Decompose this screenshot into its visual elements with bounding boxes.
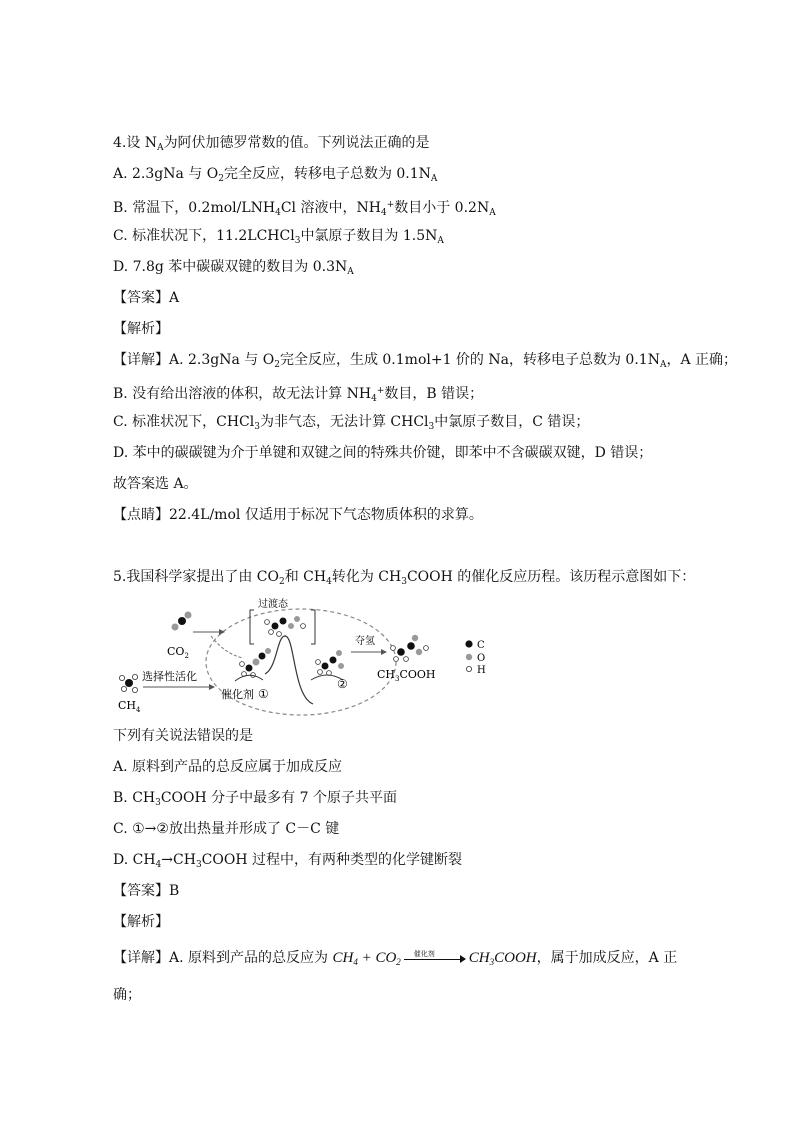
q5-answer: 【答案】B	[113, 883, 180, 899]
q4-option-a: A. 2.3gNa 与 $O_2$完全反应，转移电子总数为 $0.1N_A$	[113, 166, 438, 184]
legend-hydrogen-swatch	[466, 666, 471, 671]
q4-analysis-heading: 【解析】	[113, 321, 169, 337]
atom-legend	[465, 640, 486, 676]
q5-stem: 5.我国科学家提出了由 $CO_2$和 $CH_4$转化为 $CH_3COOH$ 的催化反应历程。该历程示意图如下：	[113, 569, 696, 587]
q4-detail-c: C. 标准状况下，CHCl$_3$为非气态，无法计算 CHCl$_3$中氯原子数目，C 错误；	[113, 414, 590, 432]
legend-hydrogen-label: H	[477, 665, 486, 676]
legend-carbon-label: C	[477, 640, 485, 651]
q5-option-d: D. $CH_4\to CH_3COOH$ 过程中，有两种类型的化学键断裂	[113, 852, 462, 870]
dehydrogenation-arrowhead	[381, 649, 387, 655]
legend-carbon-swatch	[465, 640, 472, 647]
product-label: $CH_3COOH$	[377, 668, 436, 683]
transition-state-molecule	[265, 616, 306, 636]
activation-arrowhead	[209, 684, 215, 690]
q4-detail-a: 【详解】A. 2.3gNa 与 $O_2$完全反应，生成 0.1mol+1 价的 Na，转移电子总数为 $0.1N_A$，A 正确；	[113, 352, 738, 370]
q4-option-d: D. 7.8g 苯中碳碳双键的数目为 $0.3N_A$	[113, 259, 354, 277]
q4-conclusion: 故答案选 A。	[113, 476, 198, 492]
step-1-label: ①	[258, 687, 269, 701]
q4-tip: 【点睛】22.4L/mol 仅适用于标况下气态物质体积的求算。	[113, 507, 483, 523]
q4-stem: 4.设 $N_A$为阿伏加德罗常数的值。下列说法正确的是	[113, 135, 430, 153]
ts-bracket-right	[311, 610, 315, 644]
legend-oxygen-swatch	[466, 654, 472, 660]
legend-oxygen-label: O	[477, 653, 486, 664]
intermediate-2	[316, 650, 344, 675]
q4-detail-d: D. 苯中的碳碳键为介于单键和双键之间的特殊共价键，即苯中不含碳碳双键，D 错误；	[113, 445, 653, 461]
q5-analysis-heading: 【解析】	[113, 914, 169, 930]
ch4-label: $CH_4$	[118, 699, 141, 714]
q5-question: 下列有关说法错误的是	[113, 728, 253, 744]
acetic-acid-molecule	[391, 635, 429, 662]
catalyst-reaction-arrow: 催化剂	[404, 951, 466, 965]
q5-option-c: C. ①→②放出热量并形成了 C－C 键	[113, 821, 340, 837]
q5-detail-a-cont: 确；	[113, 987, 141, 1003]
step-2-label: ②	[337, 677, 348, 691]
q5-detail-a: 【详解】A. 原料到产品的总反应为 $CH_4 + CO_2$ 催化剂 $CH_3COOH$，属于加成反应，A 正	[113, 950, 678, 967]
dehydrogenation-label: 夺氢	[355, 636, 375, 647]
co2-molecule	[172, 612, 192, 631]
q5-option-b: B. $CH_3COOH$ 分子中最多有 7 个原子共平面	[113, 790, 397, 808]
q5-option-a: A. 原料到产品的总反应属于加成反应	[113, 759, 343, 775]
ch4-molecule	[119, 674, 137, 692]
reaction-equation: $CH_4 + CO_2$	[332, 950, 401, 967]
energy-curve	[265, 636, 313, 704]
co2-label: $CO_2$	[167, 645, 189, 660]
q4-option-c: C. 标准状况下，11.2LCHCl$_3$中氯原子数目为 $1.5N_A$	[113, 228, 444, 246]
q4-option-b: B. 常温下，$0.2mol/LNH_4Cl$ 溶液中，$NH_4^+$数目小于 $0.2N_A$	[113, 200, 496, 218]
q4-answer: 【答案】A	[113, 290, 180, 306]
co2-arrowhead	[219, 629, 225, 635]
selective-activation-label: 选择性活化	[142, 670, 197, 683]
transition-state-label: 过渡态	[258, 599, 288, 610]
ts-bracket-left	[250, 610, 254, 644]
reaction-process-diagram	[115, 596, 505, 720]
catalyst-surface-1	[235, 675, 263, 681]
catalyst-label: 催化剂	[221, 688, 254, 701]
q4-detail-b: B. 没有给出溶液的体积，故无法计算 $NH_4^+$数目，B 错误；	[113, 386, 484, 404]
